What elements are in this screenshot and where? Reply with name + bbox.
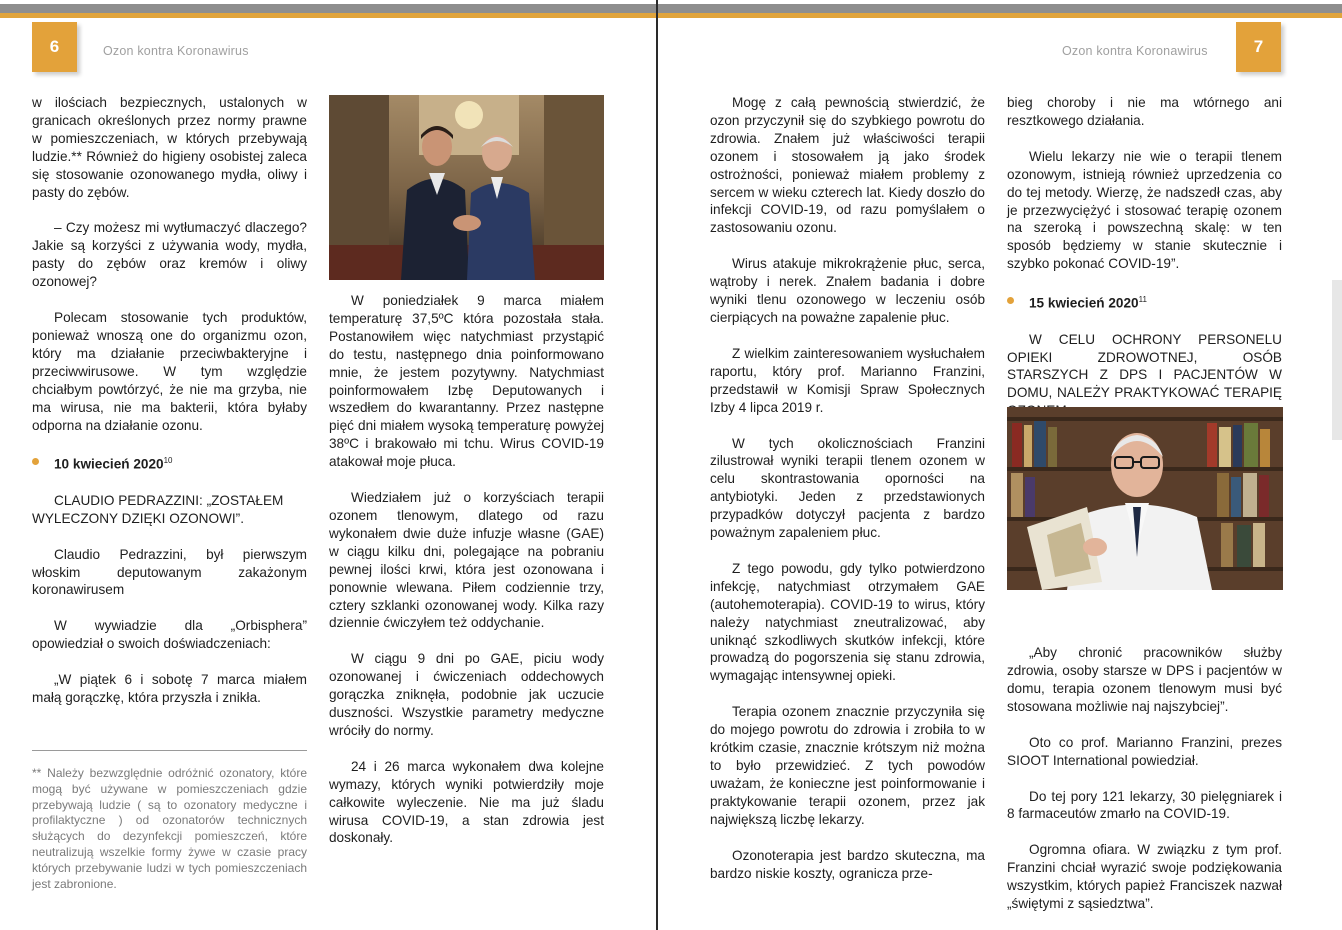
paragraph: bieg choroby i nie ma wtórnego ani resztkowego działania. bbox=[1007, 95, 1282, 128]
paragraph: – Czy możesz mi wytłumaczyć dlaczego? Jakie są korzyści z używania wody, mydła, pasty do zębów oraz kremów i oliwy ozonowej? bbox=[32, 220, 307, 290]
paragraph: Wirus atakuje mikrokrążenie płuc, serca, wątroby i nerek. Znałem badania i dobre wyniki tlenu ozonowego w leczeniu osób cierpiących na poważne zapalenie płuc. bbox=[710, 256, 985, 325]
paragraph: Wiedziałem już o korzyściach terapii ozonem tlenowym, dlatego od razu wykonałem dwie duże infuzje własne (GAE) w ciągu kilku dni, polegające na pobraniu pewnej ilości krwi, która jest ozonowana i ponownie wlewana. Piłem codziennie trzy, cztery szklanki ozonowanej wody. Kilka razy dziennie ćwiczyłem też oddychanie. bbox=[329, 490, 604, 631]
column-1 bbox=[32, 94, 307, 707]
footnote: ** Należy bezwzględnie odróżnić ozonatory, które mogą być używane w pomieszczeniach gdzie przebywają ludzie ( są to ozonatory medyczne i profilaktyczne ) od ozonatorów technicznych służących do dezynfekcji pomieszczeń, które neutralizują wszelkie formy żywe w czasie pracy których przebywanie ludzi w tych pomieszczeniach jest zabronione. bbox=[32, 766, 307, 891]
photo-handshake-image bbox=[329, 95, 604, 280]
paragraph: Polecam stosowanie tych produktów, ponieważ wnoszą one do organizmu ozon, który ma działanie przeciwbakteryjne i przeciwwirusowe. W tym względzie chciałbym powtórzyć, że nie ma grzyba, nie ma wirusa, nie ma bakterii, która byłaby odporna na działanie ozonu. bbox=[32, 310, 307, 433]
paragraph: 24 i 26 marca wykonałem dwa kolejne wymazy, których wyniki potwierdziły moje całkowite wyleczenie. Nie ma już śladu wirusa COVID-19, a stan zdrowia jest doskonały. bbox=[329, 758, 604, 846]
section-heading bbox=[32, 452, 307, 473]
paragraph: „Aby chronić pracowników służby zdrowia, osoby starsze w DPS i pacjentów w domu, terapia ozonem tlenowym musi być stosowana możliwie naj najszybciej”. bbox=[1007, 645, 1282, 714]
top-bar-orange bbox=[0, 13, 1342, 18]
bullet-dot-icon bbox=[32, 458, 39, 465]
paragraph: Claudio Pedrazzini, był pierwszym włoskim deputowanym zakażonym koronawirusem bbox=[32, 546, 307, 598]
paragraph: W wywiadzie dla „Orbisphera” opowiedział o swoich doświadczeniach: bbox=[32, 618, 307, 652]
paragraph: „W piątek 6 i sobotę 7 marca miałem małą gorączkę, która przyszła i znikła. bbox=[32, 672, 307, 706]
section-heading bbox=[1007, 291, 1282, 312]
column-2 bbox=[329, 292, 604, 847]
paragraph: Ogromna ofiara. W związku z tym prof. Franzini chciał wyrazić swoje podziękowania wszystkim, których papież Franciszek nazwał „świętymi z sąsiedztwa”. bbox=[1007, 842, 1282, 912]
photo-professor bbox=[1007, 407, 1283, 590]
photo-professor-image bbox=[1007, 407, 1283, 590]
top-bar-gray bbox=[0, 4, 1342, 13]
heading-date: 10 kwiecień 2020 bbox=[54, 456, 164, 472]
left-running-head: Ozon kontra Koronawirus bbox=[103, 44, 249, 58]
bullet-dot-icon bbox=[1007, 297, 1014, 304]
paragraph: w ilościach bezpiecznych, ustalonych w granicach określonych przez normy prawne w pomieszczeniach, w których przebywają ludzie.** Również do higieny osobistej zaleca się stosowanie ozonowanego mydła, oliwy i pasty do zębów. bbox=[32, 95, 307, 200]
paragraph: Z wielkim zainteresowaniem wysłuchałem raportu, który prof. Marianno Franzini, przedstawił w Komisji Spraw Społecznych Izby 4 lipca 2019 r. bbox=[710, 345, 985, 415]
footnote-rule bbox=[32, 750, 307, 751]
right-running-head: Ozon kontra Koronawirus bbox=[1062, 44, 1208, 58]
paragraph: Wielu lekarzy nie wie o terapii tlenem ozonowym, istnieją również uprzedzenia co do tej metody. Wierzę, że nadszedł czas, aby je przezwyciężyć i stosować terapię ozonem na szeroką i powszechną skalę: w ten sposób będziemy w stanie skutecznie i szybko pokonać COVID-19”. bbox=[1007, 148, 1282, 272]
footnote-ref: 11 bbox=[1138, 295, 1147, 305]
paragraph: W CELU OCHRONY PERSONELU OPIEKI ZDROWOTNEJ, OSÓB STARSZYCH Z DPS I PACJENTÓW W DOMU, NALEŻY PRAKTYKOWAĆ TERAPIĘ bbox=[1007, 331, 1282, 401]
footnote-ref: 10 bbox=[163, 456, 173, 466]
scrollbar-thumb[interactable] bbox=[1332, 280, 1342, 440]
column-3 bbox=[710, 94, 985, 882]
paragraph: W poniedziałek 9 marca miałem temperaturę 37,5ºC która pozostała stała. Postanowiłem więc natychmiast przystąpić do testu, następnego dnia poinformowano mnie, że jestem pozytywny. Natychmiast poinformowałem Izbę Deputowanych i wszedłem do kwarantanny. Przez następne pięć dni miałem wysoką temperaturę powyżej 38ºC i brakowało mi tchu. Wirus COVID-19 atakował moje płuca. bbox=[329, 293, 604, 470]
paragraph: W tych okolicznościach Franzini zilustrował wyniki terapii tlenem ozonem w celu skontrastowania oporności na antybiotyki. Jeden z przedstawionych przypadków dotyczył pacjenta z bardzo poważnym zapaleniem płuc. bbox=[710, 435, 985, 541]
paragraph: Ozonoterapia jest bardzo skuteczna, ma bardzo niskie koszty, ogranicza prze- bbox=[710, 847, 985, 881]
paragraph: Do tej pory 121 lekarzy, 30 pielęgniarek i 8 farmaceutów zmarło na COVID-19. bbox=[1007, 788, 1282, 822]
top-bar bbox=[0, 0, 1342, 22]
paragraph: Oto co prof. Marianno Franzini, prezes SIOOT International powiedział. bbox=[1007, 734, 1282, 768]
paragraph: CLAUDIO PEDRAZZINI: „ZOSTAŁEM WYLECZONY DZIĘKI OZONOWI”. bbox=[32, 492, 284, 526]
left-page-number: 6 bbox=[32, 22, 77, 72]
right-page-number: 7 bbox=[1236, 22, 1281, 72]
paragraph: Z tego powodu, gdy tylko potwierdzono infekcję, natychmiast otrzymałem GAE (autohemoterapia). COVID-19 to wirus, który należy natychmiast zneutralizować, aby uniknąć szkodliwych skutków infekcji, które prowadzą do pogorszenia się stanu zdrowia, wymagając intensywnej opieki. bbox=[710, 560, 985, 684]
paragraph: W ciągu 9 dni po GAE, piciu wody ozonowanej i ćwiczeniach oddechowych gorączka zniknęła, podobnie jak uczucie duszności. Wszystkie parametry medyczne wróciły do normy. bbox=[329, 651, 604, 738]
paragraph: Mogę z całą pewnością stwierdzić, że ozon przyczynił się do szybkiego powrotu do zdrowia. Znałem już właściwości terapii ozonem i stosowałem ją jako środek ostrożności, ponieważ miałem problemy z sercem w wieku czterech lat. Kiedy doszło do infekcji COVID-19, od razu pomyślałem o zastosowaniu ozonu. bbox=[710, 95, 985, 236]
photo-handshake bbox=[329, 95, 604, 280]
heading-date: 15 kwiecień 2020 bbox=[1029, 295, 1139, 311]
page-spine bbox=[656, 0, 658, 930]
paragraph: Terapia ozonem znacznie przyczyniła się do mojego powrotu do zdrowia i zrobiła to w krótkim czasie, znacznie krótszym niż można to było przewidzieć. Z tych powodów uważam, że konieczne jest poinformowanie i praktykowanie terapii ozonem, przez jak największą liczbę lekarzy. bbox=[710, 704, 985, 827]
